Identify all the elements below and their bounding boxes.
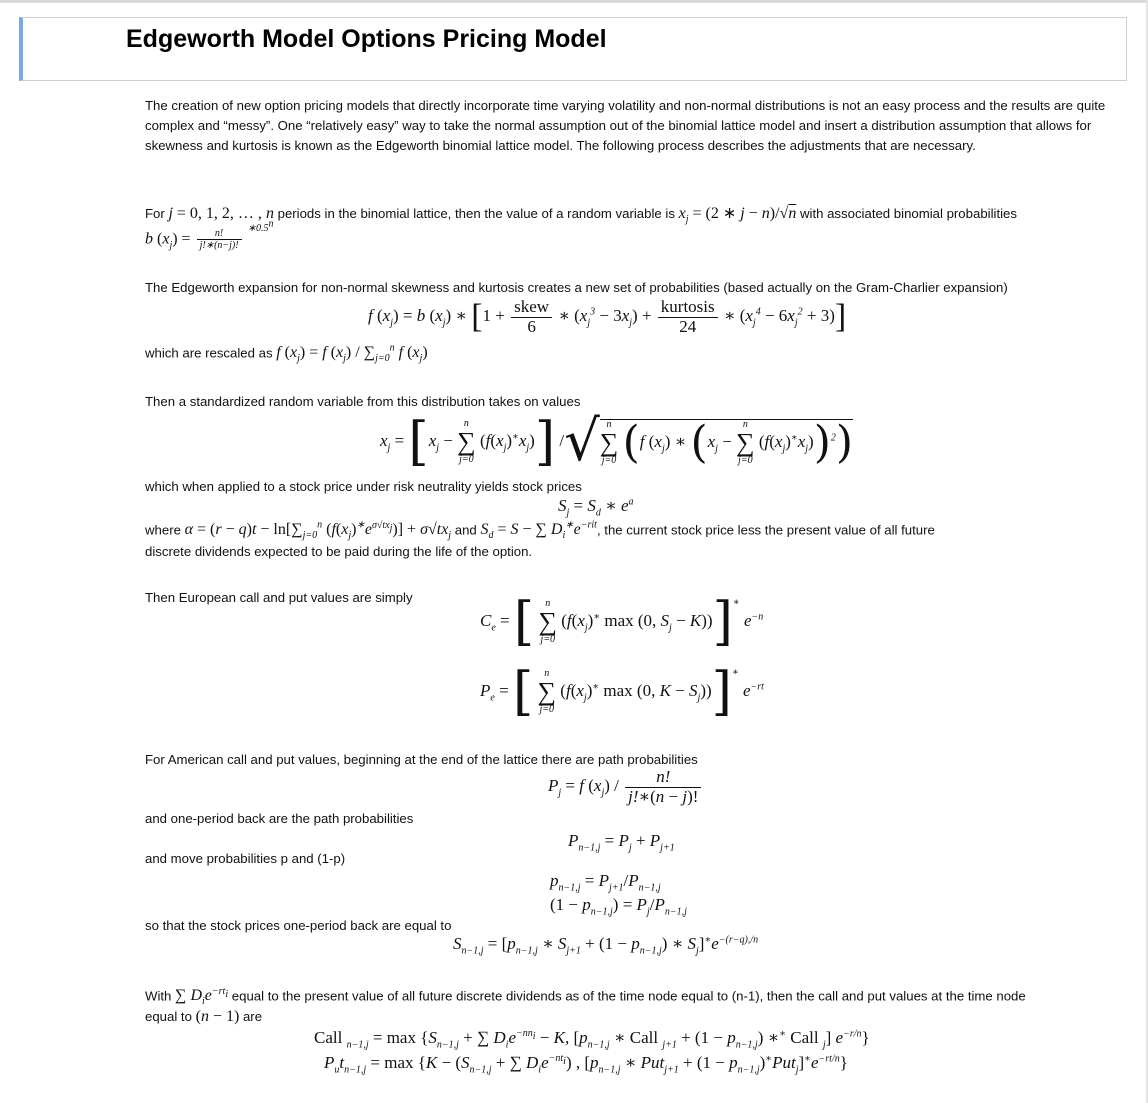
sec4-text: Then European call and put values are simply [145, 590, 413, 605]
page-title: Edgeworth Model Options Pricing Model [126, 25, 607, 53]
where-text: where [145, 522, 181, 538]
edgeworth-expansion-equation: f $(x_j) = b$ $(x_j)$ ∗ [1 + $\frac{\text{skew}}{6}$ ∗ $(x_j^3 - 3x_j)$ + $\frac{\text{kurtosis}}{24}$ ∗ $(x_j^4 - 6x_j^2 + 3)$] [368, 297, 847, 336]
standardized-variable-equation: $x_j = [x_j$ − n ∑ j=0 $(f(x_j)^∗x_j)$] /√ n ∑ j=0 (f $(x_j)$ ∗ ($x_j$ − n ∑ j=0 $(f(x_j)^∗x_j))^2$) [380, 409, 854, 474]
move-probability-equation-2: $(1 - p_{n-1,j}) = P_j/P_{n-1,j}$ [550, 895, 687, 918]
current-price-text: , the current stock price less the present value of all future [596, 522, 935, 538]
alpha-definition-line: where $\alpha = (r - q)t - \ln[\sum_{j=0}^n$ $(f(x_j)^∗e^{\sigma√tx_j})] + \sigma√tx_j$ and $S_d = S$ − ∑ $D_i^∗e^{-rit}$, the current stock price less the present value of all future [145, 520, 935, 542]
sec1-pre: For [145, 206, 165, 221]
european-put-equation: $P_e$ = [ n ∑ j=0 ($f(x_j)^∗$ max (0, $K - S_j))]^∗$ $e^{-rt}$ [480, 662, 764, 722]
and-text: and [454, 522, 477, 538]
sec1-with-text: with associated binomial probabilities [799, 206, 1017, 221]
sec1-xj-formula: $x_j = (2$ ∗ j − n)/√n [678, 205, 797, 226]
sec3-text: Then a standardized random variable from this distribution takes on values [145, 394, 581, 409]
path-probability-equation: $P_j = f$ $(x_j)$ / $\frac{n!}{j!∗(n - j)!}$ [548, 768, 703, 806]
sec1-periods-text: periods in the binomial lattice, then the value of a random variable is [277, 206, 675, 221]
skew-label: skew [511, 298, 552, 318]
equal-to-line: equal to (n − 1) are [145, 1008, 263, 1025]
dividends-line: With ∑ $D_ie^{-rt_i}$ equal to the present value of all future discrete dividends as of the time node equal to (n-1), then the call and put values at the time node [145, 986, 1026, 1008]
stock-price-equation: $S_j = S_d$ ∗ $e^a$ [558, 496, 634, 519]
sec1-j-values: j = 0, 1, 2, … , n [168, 205, 274, 222]
sec2-text: The Edgeworth expansion for non-normal skewness and kurtosis creates a new set of probabilities (based actually on the Gram-Charlier expansion) [145, 280, 1008, 295]
sec5-oneperiod-text: and one-period back are the path probabilities [145, 811, 414, 826]
stock-price-one-period-equation: $S_{n-1,j} = [p_{n-1,j}$ ∗ $S_{j+1} + (1 - p_{n-1,j})$ ∗ $S_j]^∗e^{-(r-q),/n}$ [453, 934, 759, 957]
intro-paragraph [145, 96, 1120, 156]
intro-text: The creation of new option pricing models that directly incorporate time varying volatility and non-normal distributions is not an easy process and the results are quite complex and “messy”. One “relatively easy” way to take the normal assumption out of the binomial lattice model and insert a distribution assumption that allows for skewness and kurtosis is known as the Edgeworth binomial lattice model. The following process describes the adjustments that are necessary. [145, 98, 1106, 153]
binomial-probability-formula: b $(x_j)$ = $\frac{n!}{j!∗(n-j)!}$ $^{∗0.5^n}$ [145, 219, 274, 252]
european-call-equation: $C_e$ = [ n ∑ j=0 ($f(x_j)^∗$ max (0, $S_j - K))]^∗$ $e^{-n}$ [480, 592, 764, 652]
one-period-probability-equation: $P_{n-1,j} = P_j + P_{j+1}$ [568, 831, 675, 854]
dividends-equal-text: equal to the present value of all future discrete dividends as of the time node equal to (n-1), then the call and put values at the time node [231, 988, 1026, 1004]
sec3-applied-text: which when applied to a stock price under risk neutrality yields stock prices [145, 479, 582, 494]
move-probability-equation-1: $p_{n-1,j} = P_{j+1}/P_{n-1,j}$ [550, 871, 661, 894]
call-label: Call [314, 1028, 343, 1047]
section-binomial-line [145, 203, 1120, 225]
twentyfour-label: 24 [679, 316, 697, 336]
sec5-american-text: For American call and put values, beginning at the end of the lattice there are path probabilities [145, 752, 698, 767]
with-text: With [145, 988, 172, 1004]
rescaled-line: which are rescaled as f $(x_j) = f$ $(x_j) / \sum_{j=0}^n$ f $(x_j)$ [145, 343, 428, 365]
window-top-border [0, 0, 1148, 3]
equal-to-text: equal to [145, 1009, 192, 1024]
american-put-equation: $P_ut_{n-1,j} = \max \{K - (S_{n-1,j}$ + ∑ $D_ie^{-nt_i}$) , [$p_{n-1,j}$ ∗ $Put_{j+1} + (1 - p_{n-1,j})^∗Put_j]^∗e^{-rt/n}$} [324, 1053, 848, 1076]
rescaled-text: which are rescaled as [145, 345, 273, 361]
are-text: are [242, 1009, 263, 1024]
american-call-equation: Call $_{n-1,j} = \max \{S_{n-1,j}$ + ∑ $D_ie^{-nn_i} - K$, [$p_{n-1,j}$ ∗ Call $_{j+1} + (1 - p_{n-1,j})$ ∗∗ Call $_j$] $e^{-r/n}$} [314, 1028, 870, 1051]
kurtosis-label: kurtosis [658, 298, 718, 318]
sec3-discrete-text: discrete dividends expected to be paid during the life of the option. [145, 544, 533, 559]
six-label: 6 [527, 316, 536, 336]
sec5-move-text: and move probabilities p and (1-p) [145, 851, 346, 866]
sec5-stockprices-text: so that the stock prices one-period back are equal to [145, 918, 452, 933]
